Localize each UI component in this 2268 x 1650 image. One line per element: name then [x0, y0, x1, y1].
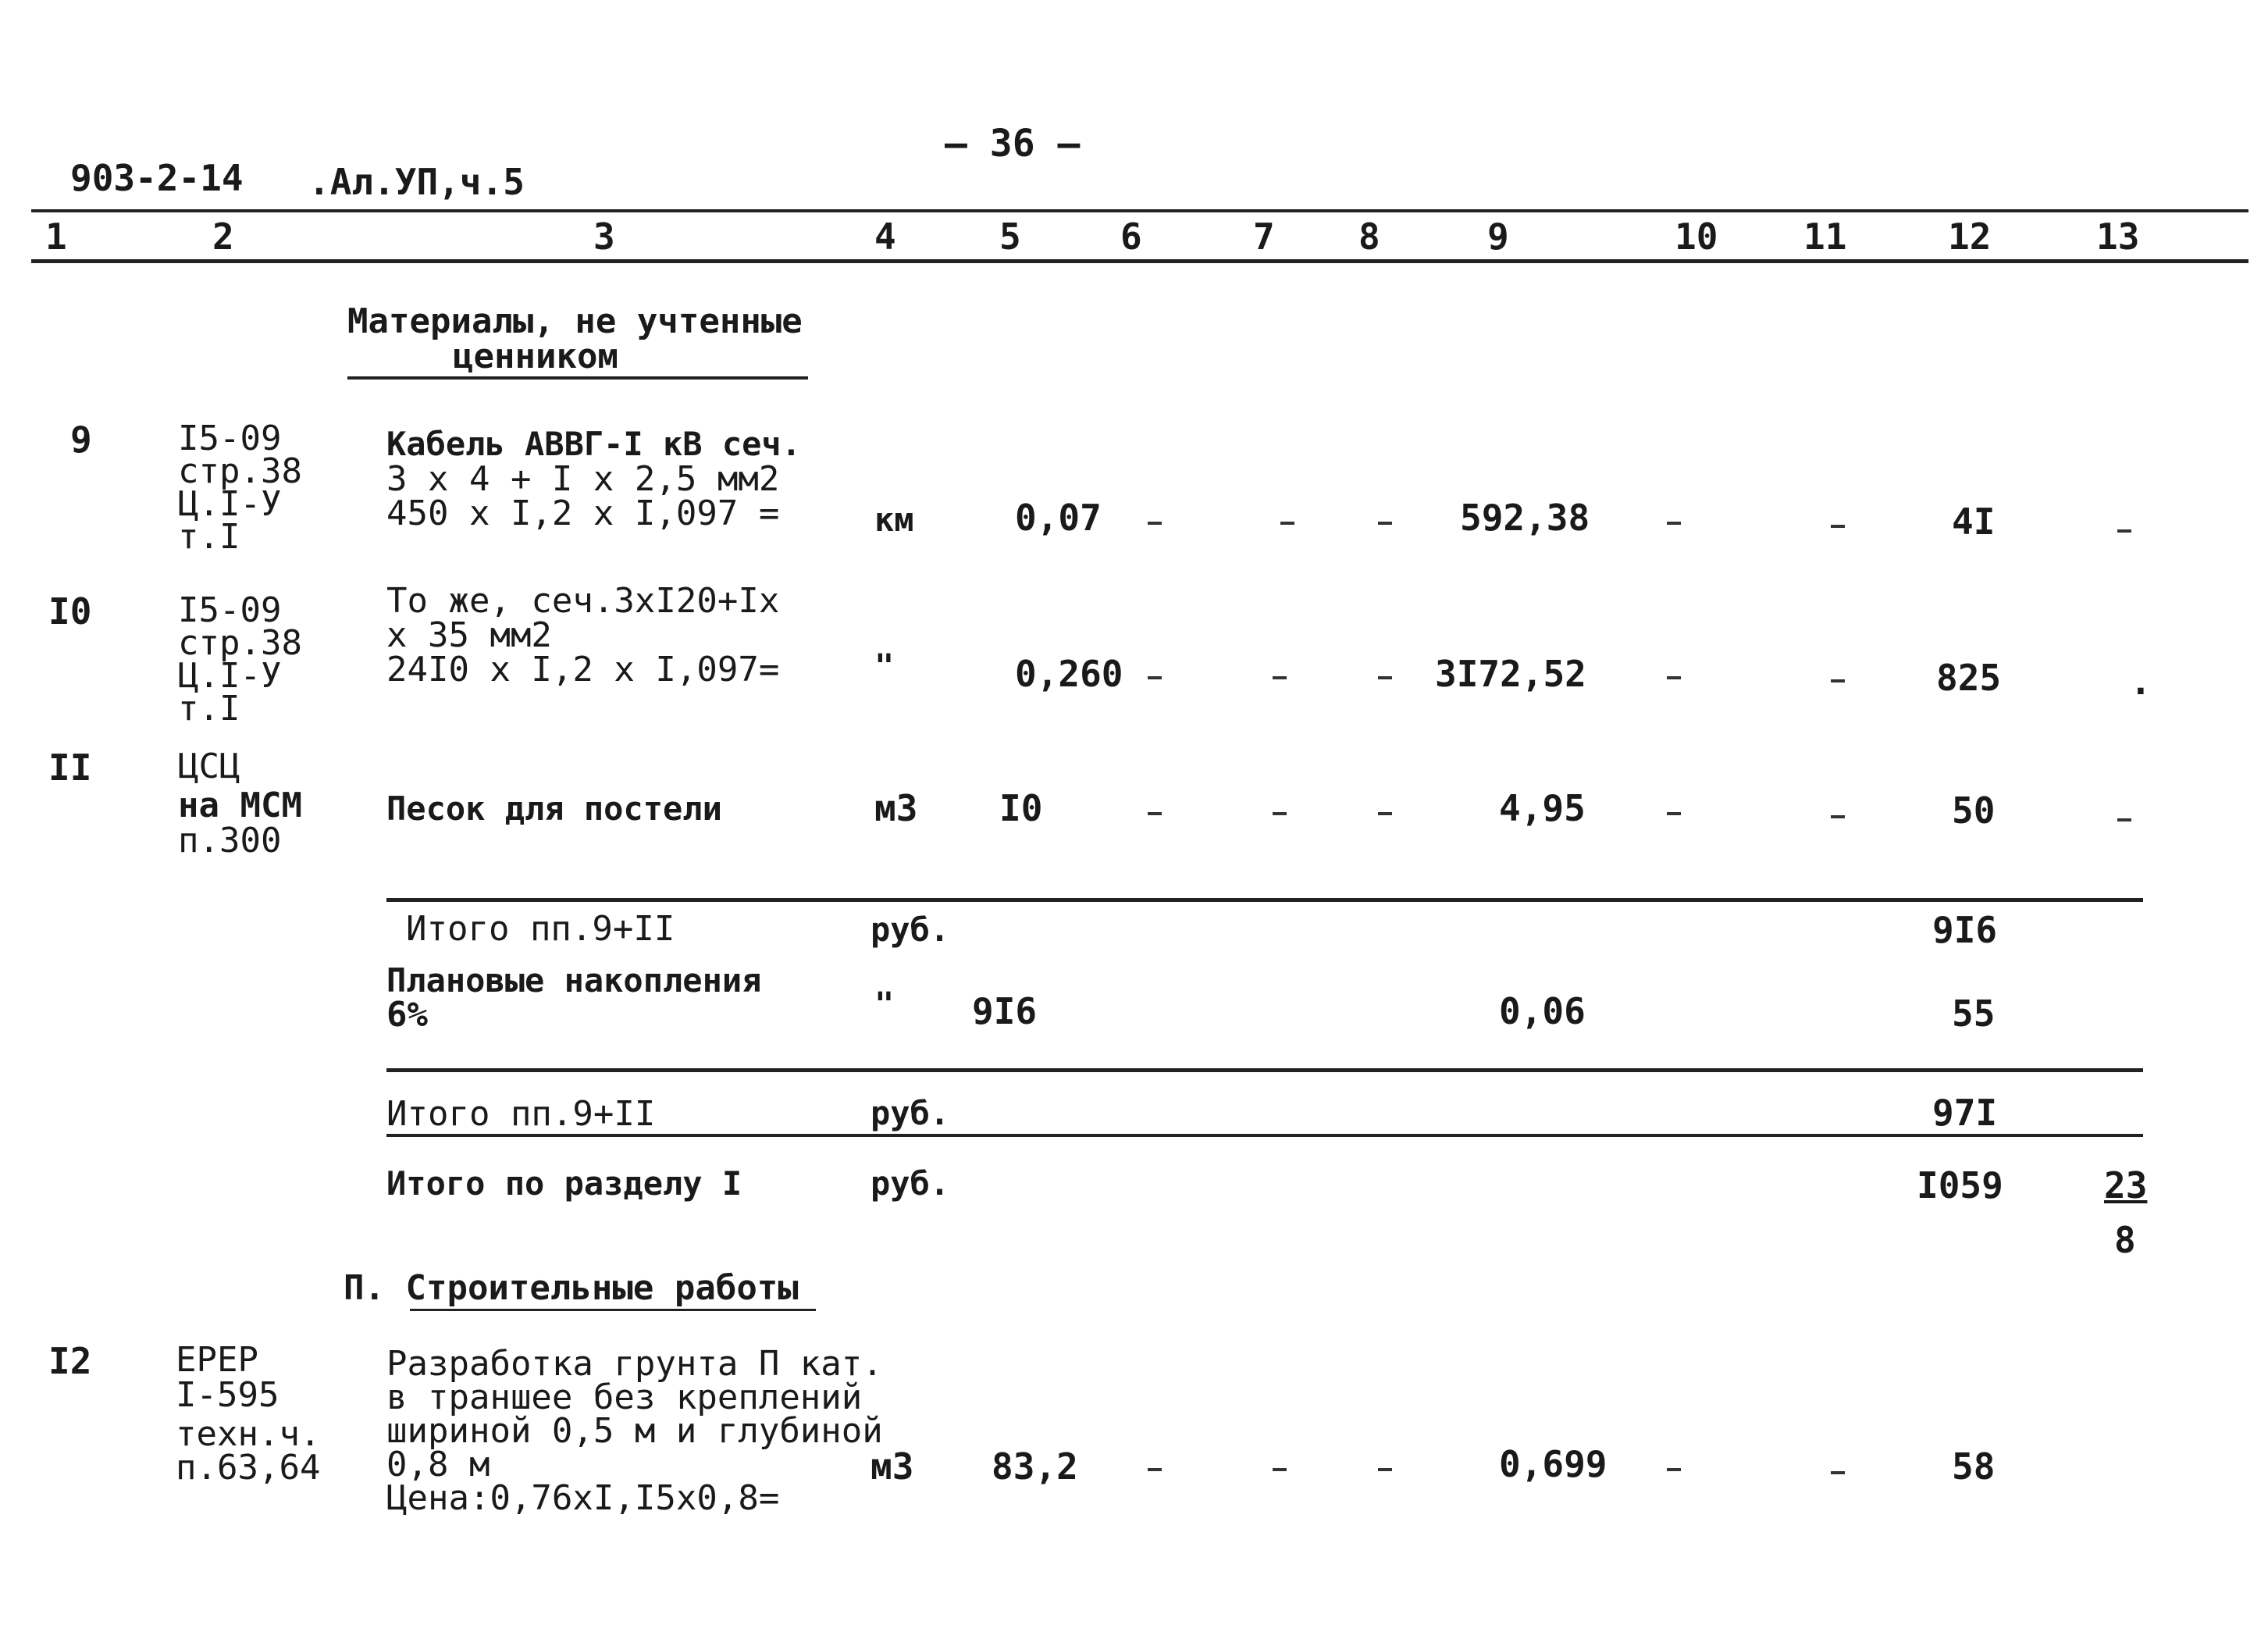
document-code: 903-2-14: [70, 157, 244, 199]
row-unit: м3: [874, 787, 918, 829]
row-col7: [1273, 812, 1287, 815]
row-price: 592,38: [1460, 497, 1590, 539]
col-header-4: 4: [874, 216, 896, 258]
col-header-2: 2: [212, 216, 234, 258]
row-number: II: [48, 747, 92, 789]
row-number: I2: [48, 1340, 92, 1382]
row-col10: [1667, 812, 1681, 815]
totals-middle-rule: [386, 1068, 2143, 1072]
section-total-label: Итого по разделу I: [386, 1164, 742, 1203]
row-description: 0,8 м: [386, 1445, 490, 1484]
row-col10: [1667, 676, 1681, 679]
row-description: 24I0 х I,2 х I,097=: [386, 650, 780, 690]
row-description: 3 х 4 + I х 2,5 мм2: [386, 459, 780, 499]
row-description: Цена:0,76хI,I5х0,8=: [386, 1478, 780, 1518]
row-col8: [1378, 812, 1392, 815]
row-reference: т.I: [178, 517, 240, 557]
row-reference: т.I: [178, 689, 240, 729]
row-col11: [1831, 1471, 1845, 1474]
row-col8: [1378, 676, 1392, 679]
itogo-label: Итого пп.9+II: [386, 1094, 656, 1134]
col-header-5: 5: [999, 216, 1021, 258]
row-total: 825: [1936, 657, 2002, 699]
row-reference: I-595: [176, 1375, 279, 1415]
row-col10: [1667, 522, 1681, 525]
row-col11: [1831, 815, 1845, 818]
itogo-label: Итого пп.9+II: [406, 909, 675, 949]
row-reference: п.300: [178, 821, 282, 861]
section-title-underline: [410, 1309, 816, 1311]
row-reference: I5-09: [178, 590, 282, 630]
row-number: I0: [48, 590, 92, 633]
col-header-3: 3: [593, 216, 615, 258]
plan-value: 55: [1952, 992, 1996, 1035]
row-description: Песок для постели: [386, 789, 722, 828]
row-quantity: 0,260: [1015, 653, 1123, 695]
row-unit: ": [874, 647, 895, 685]
plan-percent: 6%: [386, 995, 428, 1035]
row-description: 450 х I,2 х I,097 =: [386, 494, 780, 533]
row-price: 4,95: [1499, 787, 1586, 829]
row-col6: [1148, 1468, 1162, 1471]
section-title-underline: [347, 376, 808, 380]
itogo-unit: руб.: [871, 911, 950, 949]
itogo-value: 97I: [1932, 1092, 1998, 1134]
row-total: 58: [1952, 1445, 1996, 1488]
col-header-13: 13: [2096, 216, 2140, 258]
row-description: х 35 мм2: [386, 615, 552, 655]
col-header-12: 12: [1948, 216, 1992, 258]
row-col13: .: [2130, 661, 2152, 703]
row-description: Кабель АВВГ-I кВ сеч.: [386, 425, 802, 463]
section-title-line1: Материалы, не учтенные: [347, 301, 803, 341]
col-header-1: 1: [45, 216, 67, 258]
row-quantity: I0: [999, 787, 1043, 829]
row-col6: [1148, 522, 1162, 525]
plan-base: 9I6: [972, 990, 1038, 1032]
page-number: — 36 —: [945, 122, 1081, 166]
row-reference: I5-09: [178, 419, 282, 458]
section-title-line2: ценником: [453, 337, 618, 376]
section-total-value: I059: [1917, 1164, 2003, 1206]
header-bottom-rule: [31, 259, 2248, 263]
col-header-9: 9: [1487, 216, 1509, 258]
row-unit: м3: [871, 1445, 914, 1488]
col-header-11: 11: [1803, 216, 1847, 258]
row-total: 4I: [1952, 501, 1996, 543]
row-col13: [2117, 529, 2131, 533]
row-col13: [2117, 818, 2131, 821]
row-reference: стр.38: [178, 623, 302, 663]
itogo-underline: [386, 1134, 2143, 1137]
header-top-rule: [31, 209, 2248, 212]
col-header-8: 8: [1358, 216, 1380, 258]
plan-unit: ": [874, 985, 895, 1023]
row-reference: Ц.I-У: [178, 484, 282, 524]
plan-rate: 0,06: [1499, 990, 1586, 1032]
itogo-value: 9I6: [1932, 909, 1998, 951]
row-reference: п.63,64: [176, 1448, 321, 1488]
row-description: в траншее без креплений: [386, 1377, 863, 1417]
itogo-unit: руб.: [871, 1094, 950, 1132]
row-reference: стр.38: [178, 451, 302, 491]
row-col6: [1148, 812, 1162, 815]
plan-label: Плановые накопления: [386, 961, 762, 1000]
row-number: 9: [70, 419, 92, 461]
col-header-7: 7: [1253, 216, 1275, 258]
row-quantity: 0,07: [1015, 497, 1102, 539]
row-reference: Ц.I-У: [178, 656, 282, 696]
section-total-col13-top: 23: [2104, 1164, 2148, 1206]
row-quantity: 83,2: [992, 1445, 1078, 1488]
section-total-col13-bottom: 8: [2114, 1219, 2136, 1261]
row-total: 50: [1952, 789, 1996, 832]
section-total-unit: руб.: [871, 1164, 950, 1203]
row-price: 0,699: [1499, 1443, 1608, 1485]
row-unit: км: [874, 501, 914, 539]
col-header-10: 10: [1675, 216, 1718, 258]
album-reference: .Ал.УП,ч.5: [308, 161, 525, 203]
row-col10: [1667, 1468, 1681, 1471]
row-description: шириной 0,5 м и глубиной: [386, 1411, 883, 1451]
row-reference: техн.ч.: [176, 1414, 321, 1454]
totals-top-rule: [386, 898, 2143, 902]
row-reference: ЕРЕР: [176, 1340, 258, 1380]
row-col8: [1378, 1468, 1392, 1471]
row-reference: ЦСЦ: [178, 747, 240, 786]
row-description: То же, сеч.3хI20+Iх: [386, 581, 780, 621]
row-col11: [1831, 679, 1845, 682]
row-col6: [1148, 676, 1162, 679]
row-col11: [1831, 525, 1845, 528]
row-col7: [1280, 522, 1294, 525]
row-description: Разработка грунта П кат.: [386, 1344, 883, 1384]
row-price: 3I72,52: [1435, 653, 1586, 695]
row-reference: на МСМ: [178, 786, 302, 825]
section-title: П. Строительные работы: [344, 1268, 799, 1308]
row-col7: [1273, 676, 1287, 679]
col-header-6: 6: [1120, 216, 1142, 258]
row-col7: [1273, 1468, 1287, 1471]
row-col8: [1378, 522, 1392, 525]
